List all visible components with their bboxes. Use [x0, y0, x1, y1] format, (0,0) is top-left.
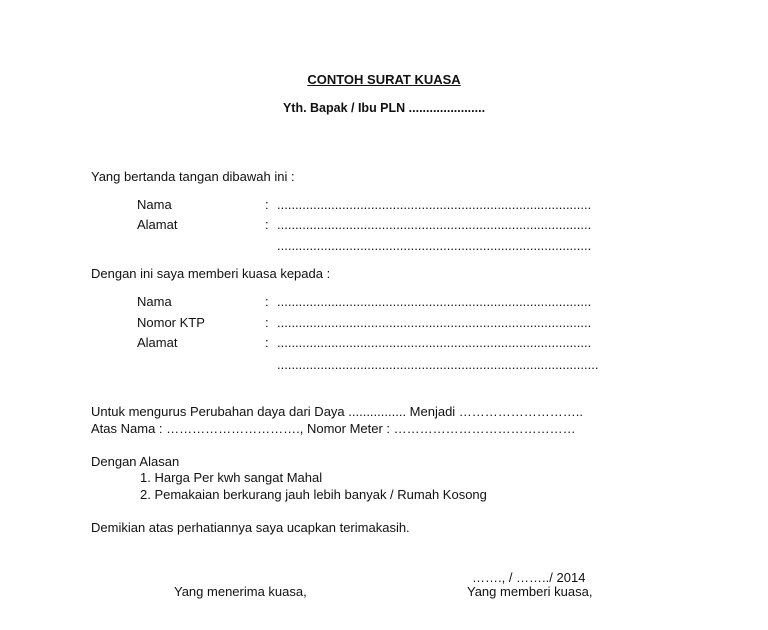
reason-item: 1. Harga Per kwh sangat Mahal: [140, 470, 323, 485]
name-meter-line: Atas Nama : …………………………., Nomor Meter : ……………………………………: [91, 421, 576, 436]
reason-heading: Dengan Alasan: [91, 454, 180, 469]
closing-text: Demikian atas perhatiannya saya ucapkan terimakasih.: [91, 520, 410, 535]
date-line: ……., / ……../ 2014: [472, 570, 586, 585]
intro-text: Yang bertanda tangan dibawah ini :: [91, 169, 295, 184]
grantee-name-label: Nama: [137, 294, 172, 309]
grantee-name-colon: :: [265, 294, 269, 309]
grantor-address-blank: .......................................................................................: [277, 217, 592, 232]
grantor-address-label: Alamat: [137, 217, 178, 232]
grantee-ktp-blank: .......................................................................................: [277, 315, 592, 330]
grantee-ktp-colon: :: [265, 315, 269, 330]
signature-giver: Yang memberi kuasa,: [467, 584, 593, 599]
grantee-ktp-label: Nomor KTP: [137, 315, 205, 330]
grantee-address-colon: :: [265, 335, 269, 350]
grantee-address-blank-2: .........................................................................................: [277, 357, 599, 372]
recipient-line: Yth. Bapak / Ibu PLN ......................: [282, 101, 486, 115]
grantee-address-blank: .......................................................................................: [277, 335, 592, 350]
grant-intro-text: Dengan ini saya memberi kuasa kepada :: [91, 266, 331, 281]
signature-receiver: Yang menerima kuasa,: [174, 584, 307, 599]
grantor-name-colon: :: [265, 197, 269, 212]
grantor-name-label: Nama: [137, 197, 172, 212]
grantee-name-blank: .......................................................................................: [277, 294, 592, 309]
reason-item: 2. Pemakaian berkurang jauh lebih banyak / Rumah Kosong: [140, 487, 487, 502]
grantee-address-label: Alamat: [137, 335, 178, 350]
grantor-name-blank: .......................................................................................: [277, 197, 592, 212]
purpose-line: Untuk mengurus Perubahan daya dari Daya ................ Menjadi ………………………..: [91, 404, 584, 419]
document-title: CONTOH SURAT KUASA: [307, 72, 461, 87]
grantor-address-blank-2: .......................................................................................: [277, 238, 592, 253]
grantor-address-colon: :: [265, 217, 269, 232]
